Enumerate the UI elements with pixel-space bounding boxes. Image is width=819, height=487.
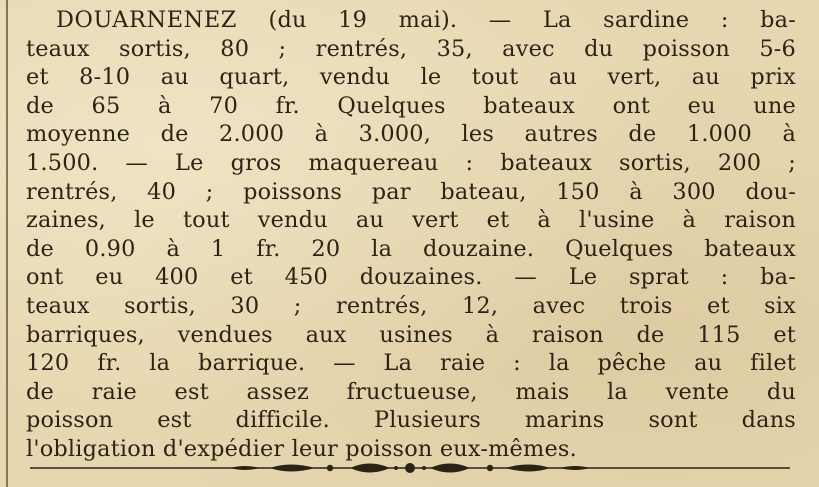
article-line-2: teaux sortis, 80 ; rentrés, 35, avec du poisson 5-6 [26,35,796,62]
article-line-7: rentrés, 40 ; poissons par bateau, 150 à 300 dou- [26,178,796,205]
column-rule [6,0,8,487]
news-article [26,6,796,464]
article-line-9: de 0.90 à 1 fr. 20 la douzaine. Quelques bateaux [26,235,796,262]
article-line-12: barriques, vendues aux usines à raison de 115 et [26,321,796,348]
decorative-divider-icon [30,458,790,478]
article-line-5: moyenne de 2.000 à 3.000, les autres de 1.000 à [26,121,796,148]
article-line-1 [26,6,796,35]
article-line-10: ont eu 400 et 450 douzaines. — Le sprat : ba- [26,264,796,291]
article-line-15: poisson est difficile. Plusieurs marins sont dans [26,407,796,434]
article-line-3: et 8-10 au quart, vendu le tout au vert, au prix [26,64,796,91]
article-dateline: DOUARNENEZ [56,7,237,33]
article-line-6: 1.500. — Le gros maquereau : bateaux sortis, 200 ; [26,149,796,176]
article-line-4: de 65 à 70 fr. Quelques bateaux ont eu une [26,92,796,119]
article-line-8: zaines, le tout vendu au vert et à l'usine à raison [26,207,796,234]
article-line-16: l'obligation d'expédier leur poisson eux-mêmes. [26,435,577,462]
article-line-1-text: (du 19 mai). — La sardine : ba- [236,7,796,33]
article-line-14: de raie est assez fructueuse, mais la vente du [26,378,796,405]
article-line-11: teaux sortis, 30 ; rentrés, 12, avec trois et six [26,292,796,319]
article-line-13: 120 fr. la barrique. — La raie : la pêche au filet [26,350,796,377]
